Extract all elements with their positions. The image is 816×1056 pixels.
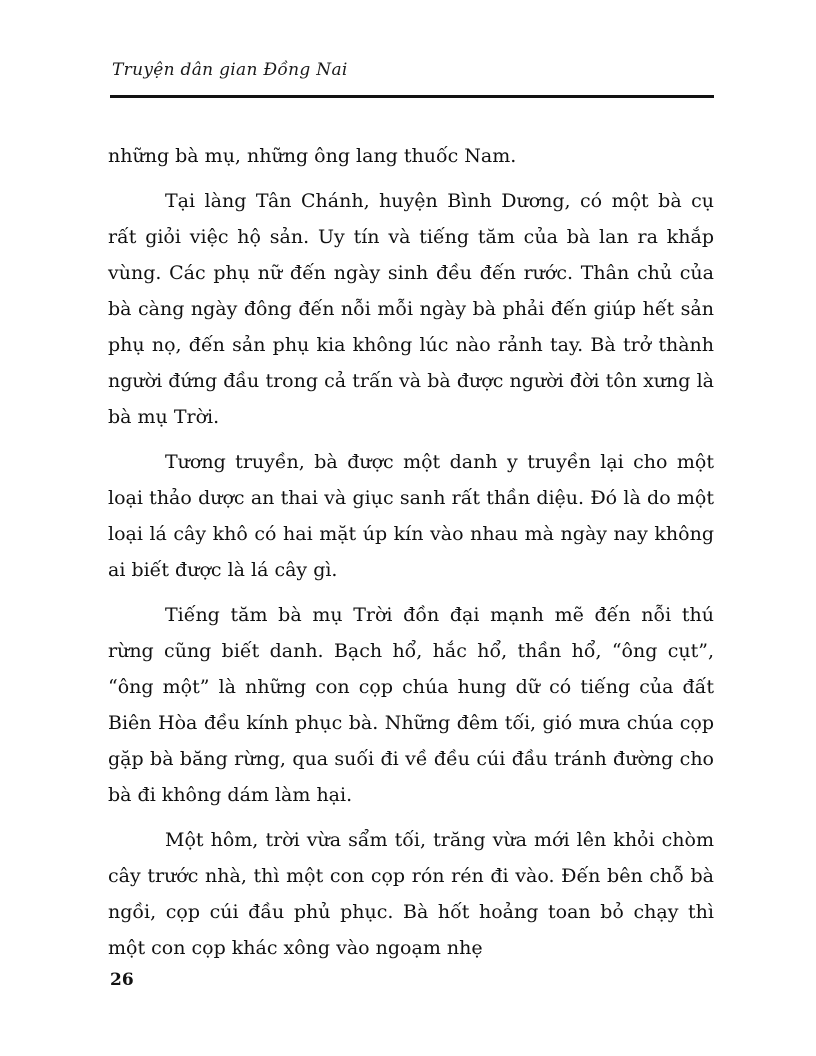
page-number: 26 — [110, 970, 134, 990]
paragraph-mot-hom: Một hôm, trời vừa sẩm tối, trăng vừa mới lên khỏi chòm cây trước nhà, thì một con cọp rón rén đi vào. Đến bên chỗ bà ngồi, cọp cúi đầu phủ phục. Bà hốt hoảng toan bỏ chạy thì một con cọp khác xông vào ngoạm nhẹ — [108, 829, 714, 959]
header-rule — [110, 95, 714, 98]
paragraph-continuation: những bà mụ, những ông lang thuốc Nam. — [108, 145, 517, 167]
paragraph-tan-chanh: Tại làng Tân Chánh, huyện Bình Dương, có một bà cụ rất giỏi việc hộ sản. Uy tín và tiếng tăm của bà lan ra khắp vùng. Các phụ nữ đến ngày sinh đều đến rước. Thân chủ của bà càng ngày đông đến nỗi mỗi ngày bà phải đến giúp hết sản phụ nọ, đến sản phụ kia không lúc nào rảnh tay. Bà trở thành người đứng đầu trong cả trấn và bà được người đời tôn xưng là bà mụ Trời. — [108, 190, 714, 428]
page-body — [108, 138, 714, 966]
paragraph-tuong-truyen: Tương truyền, bà được một danh y truyền lại cho một loại thảo dược an thai và giục sanh rất thần diệu. Đó là do một loại lá cây khô có hai mặt úp kín vào nhau mà ngày nay không ai biết được là lá cây gì. — [108, 451, 714, 581]
running-header-title: Truyện dân gian Đồng Nai — [112, 60, 348, 80]
paragraph-tieng-tam: Tiếng tăm bà mụ Trời đồn đại mạnh mẽ đến nỗi thú rừng cũng biết danh. Bạch hổ, hắc hổ, thần hổ, “ông cụt”, “ông một” là những con cọp chúa hung dữ có tiếng của đất Biên Hòa đều kính phục bà. Những đêm tối, gió mưa chúa cọp gặp bà băng rừng, qua suối đi về đều cúi đầu tránh đường cho bà đi không dám làm hại. — [108, 604, 714, 806]
